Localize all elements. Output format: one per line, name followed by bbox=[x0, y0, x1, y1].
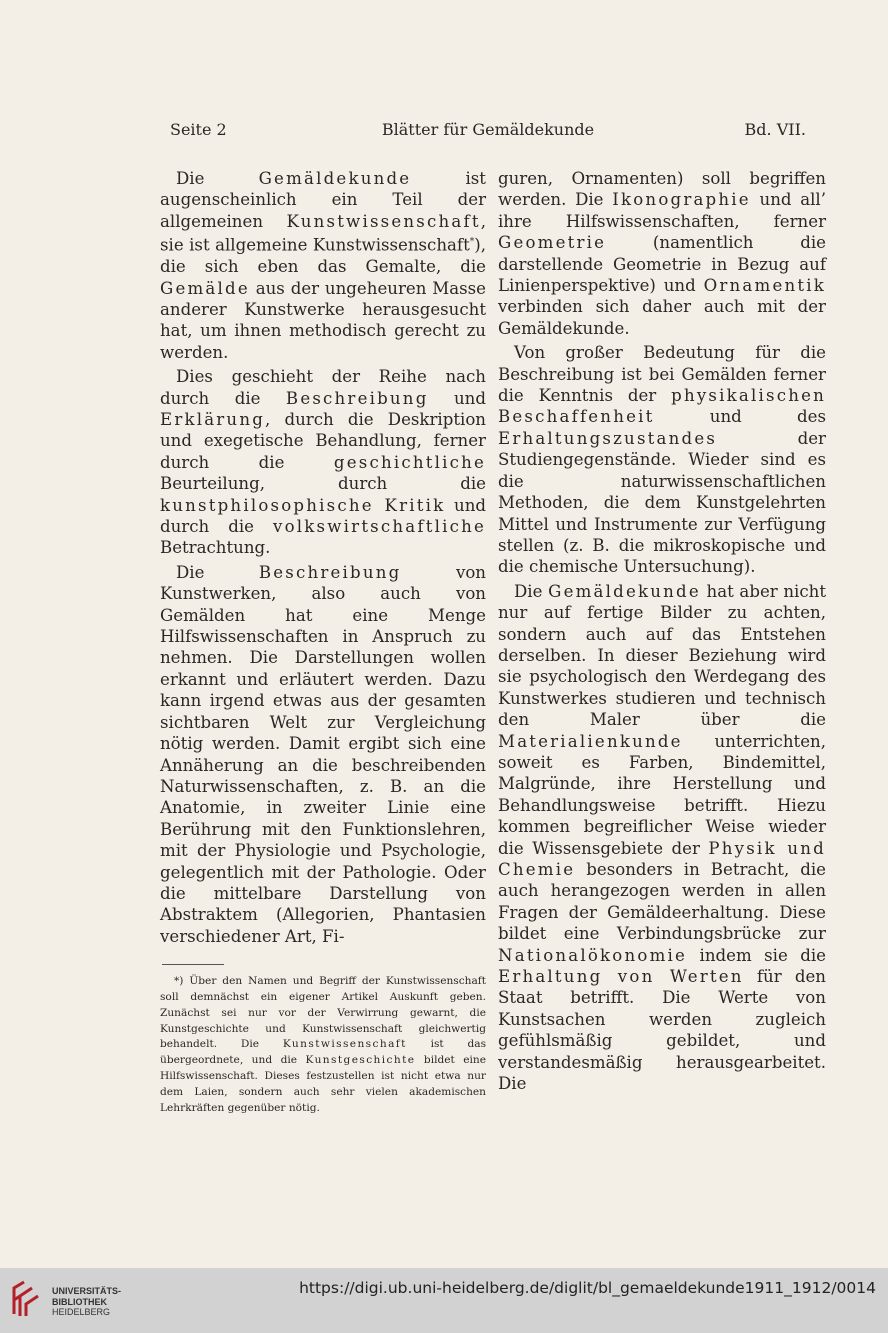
footnote-divider bbox=[162, 964, 224, 965]
paragraph: guren, Ornamenten) soll begriffen werden. Die Ikonographie und all’ ihre Hilfswissenschaften, ferner Geometrie (namentlich die darstellende Geometrie in Bezug auf Linienperspektive) und Ornamentik verbinden sich daher auch mit der Gemäldekunde. bbox=[498, 169, 827, 338]
permalink-url[interactable]: https://digi.ub.uni-heidelberg.de/diglit/bl_gemaeldekunde1911_1912/0014 bbox=[299, 1279, 876, 1297]
paragraph: Dies geschieht der Reihe nach durch die Beschreibung und Erklärung, durch die Deskription und exegetische Behandlung, ferner durch die geschichtliche Beurteilung, durch die kunstphilosophische Kritik und durch die volkswirtschaftliche Betrachtung. bbox=[160, 367, 486, 558]
footer-bar bbox=[0, 1268, 888, 1333]
paragraph: Von großer Bedeutung für die Beschreibung ist bei Gemälden ferner die Kenntnis der physikalischen Beschaffenheit und des Erhaltungszustandes der Studiengegenstände. Wieder sind es die naturwissenschaftlichen Methoden, die dem Kunstgelehrten Mittel und Instrumente zur Verfügung stellen (z. B. die mikroskopische und die chemische Untersuchung). bbox=[498, 343, 826, 577]
left-column bbox=[160, 168, 486, 1119]
library-name[interactable]: UNIVERSITÄTS- BIBLIOTHEK HEIDELBERG bbox=[52, 1286, 122, 1317]
paragraph: Die Beschreibung von Kunstwerken, also auch von Gemälden hat eine Menge Hilfswissenschaften in Anspruch zu nehmen. Die Darstellungen wollen erkannt und erläutert werden. Dazu kann irgend etwas aus der gesamten sichtbaren Welt zur Vergleichung nötig werden. Damit ergibt sich eine Annäherung an die beschreibenden Naturwissenschaften, z. B. an die Anatomie, in zweiter Linie eine Berührung mit den Funktionslehren, mit der Physiologie und Psychologie, gelegentlich mit der Pathologie. Oder die mittelbare Darstellung von Abstraktem (Allegorien, Phantasien verschiedener Art, Fi- bbox=[160, 562, 486, 946]
footnote-marker: * bbox=[469, 237, 475, 248]
paragraph: Die Gemäldekunde hat aber nicht nur auf fertige Bilder zu achten, sondern auch auf das Entstehen derselben. In dieser Beziehung wird sie psychologisch den Werdegang des Kunstwerkes studieren und technisch den Maler über die Materialienkunde unterrichten, soweit es Farben, Bindemittel, Malgründe, ihre Herstellung und Behandlungsweise betrifft. Hiezu kommen begreiflicher Weise wieder die Wissensgebiete der Physik und Chemie besonders in Betracht, die auch herangezogen werden in allen Fragen der Gemäldeerhaltung. Diese bildet eine Verbindungsbrücke zur Nationalökonomie indem sie die Erhaltung von Werten für den Staat betrifft. Die Werte von Kunstsachen werden zugleich gefühlsmäßig gebildet, und verstandesmäßig herausgearbeitet. Die bbox=[498, 581, 826, 1094]
volume-label: Bd. VII. bbox=[744, 120, 806, 139]
journal-title: Blätter für Gemäldekunde bbox=[381, 120, 595, 139]
library-logo-icon[interactable] bbox=[10, 1278, 44, 1318]
footnote: *) Über den Namen und Begriff der Kunstwissenschaft soll demnächst ein eigener Artikel Auskunft geben. Zunächst sei nur vor der Verwirrung gewarnt, die Kunstgeschichte und Kunstwissenschaft gleichwertig behandelt. Die Kunstwissenschaft ist das übergeordnete, und die Kunstgeschichte bildet eine Hilfswissenschaft. Dieses festzustellen ist nicht etwa nur dem Laien, sondern auch sehr vielen akademischen Lehrkräften gegenüber nötig. bbox=[160, 975, 487, 1114]
paragraph: Die Gemäldekunde ist augenscheinlich ein Teil der allgemeinen Kunstwissenschaft, sie ist allgemeine Kunstwissenschaft*), die sich eben das Gemalte, die Gemälde aus der ungeheuren Masse anderer Kunstwerke herausgesucht hat, um ihnen methodisch gerecht zu werden. bbox=[160, 169, 486, 362]
running-header bbox=[170, 120, 806, 144]
right-column bbox=[498, 168, 826, 1097]
page-number: Seite 2 bbox=[170, 120, 227, 139]
